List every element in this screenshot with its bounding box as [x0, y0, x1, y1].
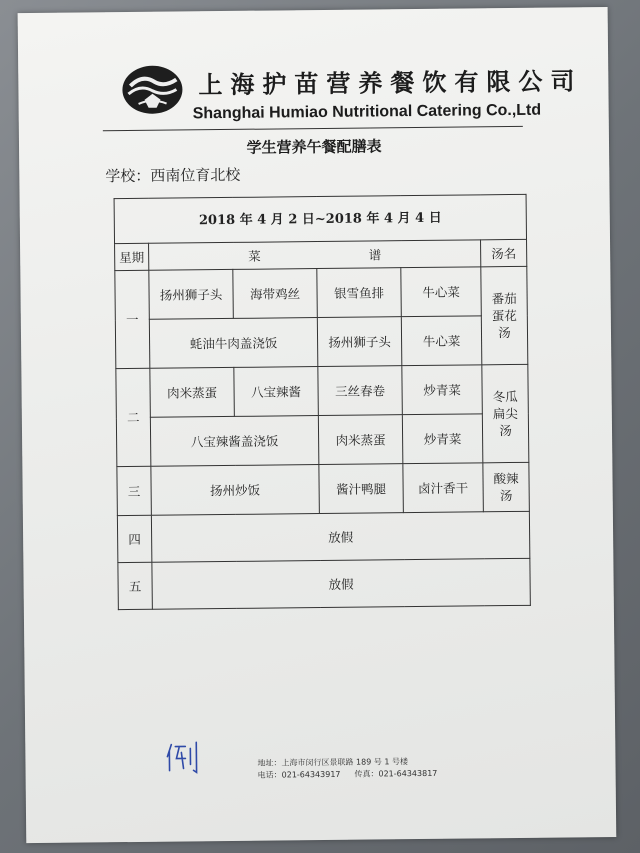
rice-dish-cell: 扬州炒饭 — [151, 465, 320, 516]
rice-dish-cell: 蚝油牛肉盖浇饭 — [149, 318, 318, 369]
menu-sheet — [18, 7, 617, 843]
table-row — [117, 462, 530, 515]
dish-cell: 卤汁香干 — [403, 463, 484, 513]
table-row — [115, 315, 528, 368]
header-divider — [103, 126, 523, 131]
holiday-cell: 放假 — [151, 511, 530, 562]
company-logo-icon — [116, 63, 189, 116]
document-title: 学生营养午餐配膳表 — [246, 137, 382, 157]
rice-dish-cell: 八宝辣酱盖浇饭 — [150, 416, 319, 467]
dish-cell: 炒青菜 — [402, 365, 483, 415]
header-menu-char-1: 菜 — [248, 248, 261, 264]
header-soup: 汤名 — [481, 239, 527, 266]
day-cell: 三 — [117, 466, 152, 515]
soup-cell: 酸辣汤 — [483, 462, 530, 511]
dish-cell: 炒青菜 — [402, 414, 483, 464]
dish-cell: 扬州狮子头 — [317, 317, 402, 367]
school-line — [105, 164, 240, 186]
dish-cell: 银雪鱼排 — [317, 268, 402, 318]
dish-cell: 牛心菜 — [401, 267, 482, 317]
table-row — [118, 558, 531, 609]
header-day: 星期 — [115, 243, 149, 270]
dish-cell: 扬州狮子头 — [149, 269, 234, 319]
footer-phone-line — [258, 768, 438, 782]
table-row — [117, 511, 530, 562]
table-row — [115, 266, 528, 319]
dish-cell: 三丝春卷 — [318, 366, 403, 416]
day-cell: 四 — [117, 515, 151, 562]
dish-cell: 牛心菜 — [401, 316, 482, 366]
handwritten-mark — [163, 738, 203, 774]
holiday-cell: 放假 — [152, 558, 531, 609]
header-menu — [149, 240, 481, 270]
header-menu-char-2: 谱 — [368, 246, 382, 263]
soup-cell: 番茄蛋花汤 — [481, 266, 528, 364]
date-range: 2018 年 4 月 2 日~2018 年 4 月 4 日 — [114, 194, 526, 243]
menu-table — [114, 194, 531, 610]
dish-cell: 酱汁鸭腿 — [319, 464, 404, 514]
day-cell: 一 — [115, 270, 150, 368]
dish-cell: 八宝辣酱 — [234, 367, 319, 417]
company-name-chinese: 上海护苗营养餐饮有限公司 — [198, 66, 583, 100]
day-cell: 五 — [118, 562, 152, 609]
company-name-english: Shanghai Humiao Nutritional Catering Co.,Ltd — [192, 101, 542, 123]
dish-cell: 肉米蒸蛋 — [318, 415, 403, 465]
table-row — [116, 364, 529, 417]
footer-contact — [257, 756, 437, 782]
footer-phone: 电话：021-64343917 — [257, 769, 341, 780]
table-row — [116, 413, 529, 466]
dish-cell: 海带鸡丝 — [233, 269, 318, 319]
day-cell: 二 — [116, 368, 151, 466]
dish-cell: 肉米蒸蛋 — [150, 367, 235, 417]
school-name: 西南位育北校 — [150, 165, 241, 185]
soup-cell: 冬瓜扁尖汤 — [482, 364, 529, 462]
school-label: 学校： — [105, 166, 151, 186]
footer-fax: 传真：021-64343817 — [354, 768, 438, 779]
footer-address: 地址：上海市闵行区景联路 189 号 1 号楼 — [257, 757, 409, 768]
